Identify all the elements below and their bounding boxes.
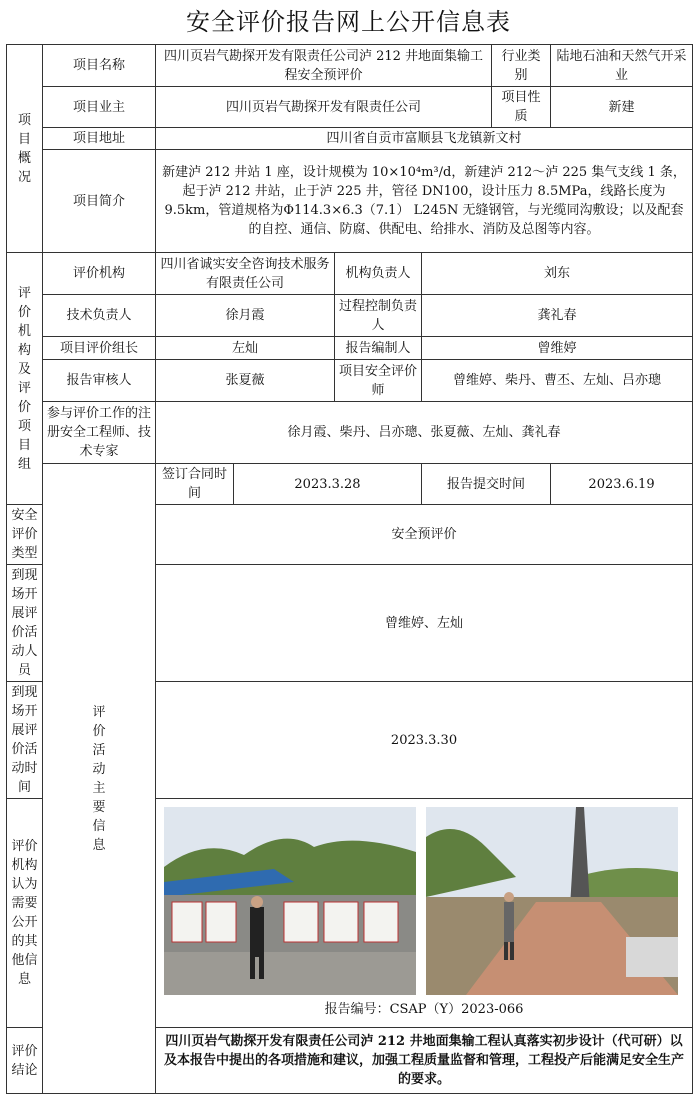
- summary-label: 项目简介: [43, 150, 156, 253]
- site-time-label: 到现场开展评价活动时间: [7, 682, 43, 799]
- address-label: 项目地址: [43, 128, 156, 150]
- assessors-value: 曾维婷、柴丹、曹丕、左灿、吕亦璁: [422, 360, 693, 402]
- project-name-label: 项目名称: [43, 45, 156, 87]
- site-photo-wellsite: [164, 807, 416, 995]
- org-value: 四川省诚实安全咨询技术服务有限责任公司: [156, 253, 335, 295]
- writer-value: 曾维婷: [422, 337, 693, 360]
- tech-label: 技术负责人: [43, 295, 156, 337]
- site-time-value: 2023.3.30: [156, 682, 693, 799]
- industry-value: 陆地石油和天然气开采业: [551, 45, 693, 87]
- industry-label: 行业类别: [492, 45, 551, 87]
- type-value: 安全预评价: [156, 505, 693, 565]
- nature-label: 项目性质: [492, 87, 551, 128]
- owner-label: 项目业主: [43, 87, 156, 128]
- report-number: 报告编号：CSAP（Y）2023-066: [324, 1002, 524, 1017]
- reviewer-value: 张夏薇: [156, 360, 335, 402]
- section-project-overview: 项目概况: [7, 45, 43, 253]
- page-title: 安全评价报告网上公开信息表: [186, 8, 511, 36]
- site-people-label: 到现场开展评价活动人员: [7, 565, 43, 682]
- org-label: 评价机构: [43, 253, 156, 295]
- experts-value: 徐月霞、柴丹、吕亦璁、张夏薇、左灿、龚礼春: [156, 402, 693, 464]
- assessors-label: 项目安全评价师: [335, 360, 422, 402]
- submit-value: 2023.6.19: [551, 464, 693, 505]
- contract-value: 2023.3.28: [234, 464, 422, 505]
- project-name-value: 四川页岩气勘探开发有限责任公司泸 212 井地面集输工程安全预评价: [156, 45, 492, 87]
- other-info-cell: [156, 799, 693, 1028]
- submit-label: 报告提交时间: [422, 464, 551, 505]
- head-value: 刘东: [422, 253, 693, 295]
- reviewer-label: 报告审核人: [43, 360, 156, 402]
- site-photo-drilling-rig: [426, 807, 678, 995]
- owner-value: 四川页岩气勘探开发有限责任公司: [156, 87, 492, 128]
- writer-label: 报告编制人: [335, 337, 422, 360]
- process-value: 龚礼春: [422, 295, 693, 337]
- leader-label: 项目评价组长: [43, 337, 156, 360]
- section-activity-info: 评价活动主要信息: [43, 464, 156, 1094]
- contract-label: 签订合同时间: [156, 464, 234, 505]
- info-table: [6, 44, 693, 1094]
- head-label: 机构负责人: [335, 253, 422, 295]
- other-info-label: 评价机构认为需要公开的其他信息: [7, 799, 43, 1028]
- nature-value: 新建: [551, 87, 693, 128]
- site-people-value: 曾维婷、左灿: [156, 565, 693, 682]
- conclusion-label: 评价结论: [7, 1028, 43, 1094]
- leader-value: 左灿: [156, 337, 335, 360]
- section-agency-team: 评价机构及评价项目组: [7, 253, 43, 505]
- summary-value: 新建泸 212 井站 1 座，设计规模为 10×10⁴m³/d，新建泸 212～泸 225 集气支线 1 条，起于泸 212 井站，止于泸 225 井，管径 DN100，设计压力 8.5MPa，线路长度为 9.5km，管道规格为Φ114.3×6.3（7.1） L245N 无缝钢管，与光缆同沟敷设；以及配套的自控、通信、防腐、供配电、给排水、消防及总图等内容。: [156, 150, 693, 253]
- tech-value: 徐月霞: [156, 295, 335, 337]
- address-value: 四川省自贡市富顺县飞龙镇新文村: [156, 128, 693, 150]
- experts-label: 参与评价工作的注册安全工程师、技术专家: [43, 402, 156, 464]
- type-label: 安全评价类型: [7, 505, 43, 565]
- conclusion-value: 四川页岩气勘探开发有限责任公司泸 212 井地面集输工程认真落实初步设计（代可研）以及本报告中提出的各项措施和建议，加强工程质量监督和管理，工程投产后能满足安全生产的要求。: [156, 1028, 693, 1094]
- process-label: 过程控制负责人: [335, 295, 422, 337]
